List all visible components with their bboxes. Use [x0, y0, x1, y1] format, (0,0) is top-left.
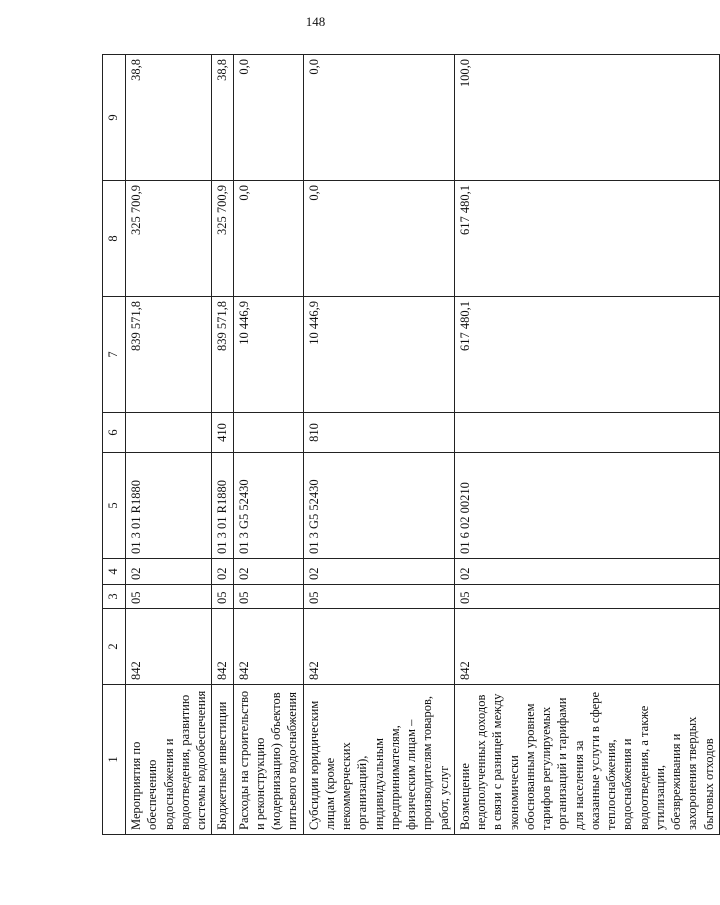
- table-row: [303, 55, 454, 835]
- budget-table: [102, 54, 720, 835]
- table-header-row: [103, 55, 126, 835]
- row-name-cell: Субсидии юридическим лицам (кроме некоммерческих организаций), индивидуальным предпринимателям, физическим лицам – производителям товаров, работ, услуг: [303, 685, 454, 835]
- value-cell: 38,8: [126, 55, 212, 181]
- code-cell: 01 3 01 R1880: [126, 453, 212, 559]
- code-cell: 810: [303, 413, 454, 453]
- table-row: [212, 55, 233, 835]
- code-cell: 842: [233, 609, 303, 685]
- code-cell: 842: [212, 609, 233, 685]
- value-cell: 38,8: [212, 55, 233, 181]
- value-cell: 0,0: [303, 181, 454, 297]
- value-cell: 325 700,9: [126, 181, 212, 297]
- header-cell: 4: [103, 559, 126, 585]
- header-cell: 1: [103, 685, 126, 835]
- code-cell: 02: [454, 559, 719, 585]
- code-cell: 01 3 G5 52430: [233, 453, 303, 559]
- page-number: 148: [305, 14, 326, 29]
- value-cell: 0,0: [233, 181, 303, 297]
- header-cell: 2: [103, 609, 126, 685]
- header-cell: 3: [103, 585, 126, 609]
- value-cell: 839 571,8: [212, 297, 233, 413]
- code-cell: 05: [454, 585, 719, 609]
- code-cell: 01 3 01 R1880: [212, 453, 233, 559]
- header-cell: 6: [103, 413, 126, 453]
- code-cell: [454, 413, 719, 453]
- code-cell: 05: [126, 585, 212, 609]
- code-cell: 01 3 G5 52430: [303, 453, 454, 559]
- value-cell: 617 480,1: [454, 181, 719, 297]
- row-name-cell: Расходы на строительство и реконструкцию (модернизацию) объектов питьевого водоснабжения: [233, 685, 303, 835]
- code-cell: [233, 413, 303, 453]
- rotated-table-container: [102, 55, 716, 835]
- code-cell: 842: [126, 609, 212, 685]
- header-cell: 9: [103, 55, 126, 181]
- header-cell: 8: [103, 181, 126, 297]
- value-cell: 839 571,8: [126, 297, 212, 413]
- table-row: [126, 55, 212, 835]
- table-row: [233, 55, 303, 835]
- row-name-cell: Бюджетные инвестиции: [212, 685, 233, 835]
- value-cell: 0,0: [303, 55, 454, 181]
- code-cell: 02: [303, 559, 454, 585]
- code-cell: 05: [233, 585, 303, 609]
- row-name-cell: Мероприятия по обеспечению водоснабжения и водоотведения, развитию системы водообеспечения: [126, 685, 212, 835]
- value-cell: 325 700,9: [212, 181, 233, 297]
- code-cell: 05: [212, 585, 233, 609]
- table-row: [454, 55, 719, 835]
- value-cell: 10 446,9: [303, 297, 454, 413]
- code-cell: 842: [303, 609, 454, 685]
- code-cell: 01 6 02 00210: [454, 453, 719, 559]
- header-cell: 5: [103, 453, 126, 559]
- value-cell: 100,0: [454, 55, 719, 181]
- code-cell: [126, 413, 212, 453]
- row-name-cell: Возмещение недополученных доходов в связи с разницей между экономически обоснованным уровнем тарифов регулируемых организаций и тарифами для населения за оказанные услуги в сфере теплоснабжения, водоснабжения и водоотведения, а также утилизации, обезвреживания и захоронения твердых бытовых отходов: [454, 685, 719, 835]
- code-cell: 05: [303, 585, 454, 609]
- value-cell: 10 446,9: [233, 297, 303, 413]
- code-cell: 02: [126, 559, 212, 585]
- code-cell: 410: [212, 413, 233, 453]
- code-cell: 02: [212, 559, 233, 585]
- header-cell: 7: [103, 297, 126, 413]
- code-cell: 842: [454, 609, 719, 685]
- value-cell: 0,0: [233, 55, 303, 181]
- value-cell: 617 480,1: [454, 297, 719, 413]
- code-cell: 02: [233, 559, 303, 585]
